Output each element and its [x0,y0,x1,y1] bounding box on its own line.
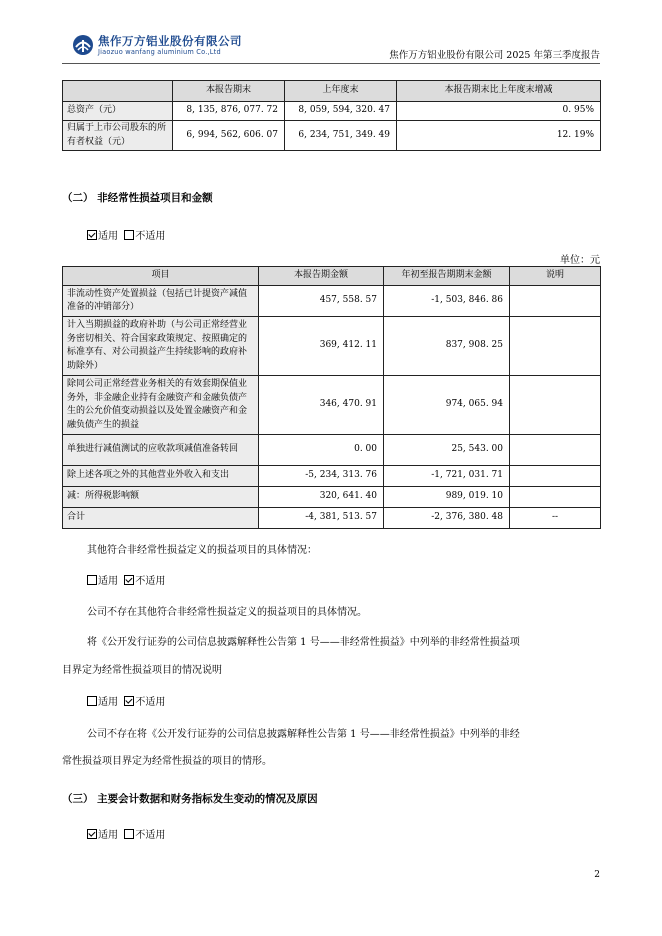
reclass-paragraph-line-2: 目界定为经常性损益项目的情况说明 [62,665,222,676]
unit-label: 单位：元 [560,255,600,266]
cell-note [510,466,601,487]
table-header-cell [63,81,173,102]
reclass-text-line-1: 公司不存在将《公开发行证券的公司信息披露解释性公告第 1 号——非经常性损益》中列举的非经 [87,729,520,740]
cell-value: 320, 641. 40 [259,487,384,508]
applicability-row-2: 适用 不适用 [87,572,165,587]
report-title: 焦作万方铝业股份有限公司 2025 年第三季度报告 [389,50,600,61]
cell-value: 0. 95% [397,102,601,121]
page-number: 2 [594,870,600,880]
section-title-nonrecurring: （二） 非经常性损益项目和金额 [62,192,213,204]
cell-value: 12. 19% [397,121,601,151]
cell-value: 25, 543. 00 [384,435,510,466]
table-header-cell: 年初至报告期期末金额 [384,267,510,286]
table-row [63,508,601,529]
cell-value: 8, 135, 876, 077. 72 [173,102,285,121]
cell-value: 8, 059, 594, 320. 47 [285,102,397,121]
table-row [63,435,601,466]
cell-note [510,376,601,435]
cell-value: 6, 234, 751, 349. 49 [285,121,397,151]
cell-value: 346, 470. 91 [259,376,384,435]
cell-value: 457, 558. 57 [259,286,384,317]
unchecked-checkbox-icon [87,575,97,585]
nonrecurring-items-table [62,266,601,529]
unchecked-checkbox-icon [124,829,134,839]
table-header-cell: 说明 [510,267,601,286]
table-row [63,487,601,508]
cell-value: 974, 065. 94 [384,376,510,435]
cell-value: 989, 019. 10 [384,487,510,508]
cell-value: 837, 908. 25 [384,317,510,376]
checked-checkbox-icon [124,575,134,585]
table-header-cell: 本报告期末 [173,81,285,102]
cell-value: -2, 376, 380. 48 [384,508,510,529]
table-header-cell: 项目 [63,267,259,286]
cell-value: 0. 00 [259,435,384,466]
table-row [63,286,601,317]
cell-note [510,286,601,317]
applicability-row-1: 适用 不适用 [87,227,165,242]
table-header-cell: 本报告期金额 [259,267,384,286]
row-label: 单独进行减值测试的应收款项减值准备转回 [63,435,259,466]
row-label: 计入当期损益的政府补助（与公司正常经营业务密切相关、符合国家政策规定、按照确定的标准享有、对公司损益产生持续影响的政府补助除外） [63,317,259,376]
row-label: 减：所得税影响额 [63,487,259,508]
reclass-text-line-2: 常性损益项目界定为经常性损益的项目的情形。 [62,756,272,767]
cell-value: -5, 234, 313. 76 [259,466,384,487]
row-label: 归属于上市公司股东的所有者权益（元） [63,121,173,151]
table-row [63,102,601,121]
cell-value: -1, 503, 846. 86 [384,286,510,317]
table-header-row [63,81,601,102]
other-items-text: 公司不存在其他符合非经常性损益定义的损益项目的具体情况。 [87,607,367,618]
unchecked-checkbox-icon [87,696,97,706]
section-title-changes: （三） 主要会计数据和财务指标发生变动的情况及原因 [62,793,318,805]
reclass-paragraph-line-1: 将《公开发行证券的公司信息披露解释性公告第 1 号——非经常性损益》中列举的非经常性损益项 [87,637,520,648]
cell-value: -1, 721, 031. 71 [384,466,510,487]
other-items-intro: 其他符合非经常性损益定义的损益项目的具体情况： [87,545,317,556]
row-label: 总资产（元） [63,102,173,121]
row-label: 除同公司正常经营业务相关的有效套期保值业务外，非金融企业持有金融资产和金融负债产生的公允价值变动损益以及处置金融资产和金融负债产生的损益 [63,376,259,435]
row-label: 非流动性资产处置损益（包括已计提资产减值准备的冲销部分） [63,286,259,317]
cell-value: -4, 381, 513. 57 [259,508,384,529]
balance-summary-table [62,80,601,151]
table-row [63,317,601,376]
header-divider [62,63,600,64]
cell-note [510,317,601,376]
page-header [62,30,600,64]
cell-note [510,435,601,466]
table-row [63,376,601,435]
applicability-row-4: 适用 不适用 [87,826,165,841]
unchecked-checkbox-icon [124,230,134,240]
cell-value: 369, 412. 11 [259,317,384,376]
cell-note [510,487,601,508]
table-row [63,466,601,487]
table-row [63,121,601,151]
table-header-cell: 本报告期末比上年度末增减 [397,81,601,102]
logo-chinese-name: 焦作万方铝业股份有限公司 [98,34,242,48]
row-label: 合计 [63,508,259,529]
row-label: 除上述各项之外的其他营业外收入和支出 [63,466,259,487]
company-logo-icon [72,34,94,56]
logo-english-name: Jiaozuo wanfang aluminium Co.,Ltd [98,48,221,56]
applicability-row-3: 适用 不适用 [87,693,165,708]
table-header-cell: 上年度末 [285,81,397,102]
cell-value: 6, 994, 562, 606. 07 [173,121,285,151]
cell-note: -- [510,508,601,529]
checked-checkbox-icon [124,696,134,706]
checked-checkbox-icon [87,230,97,240]
checked-checkbox-icon [87,829,97,839]
table-header-row [63,267,601,286]
